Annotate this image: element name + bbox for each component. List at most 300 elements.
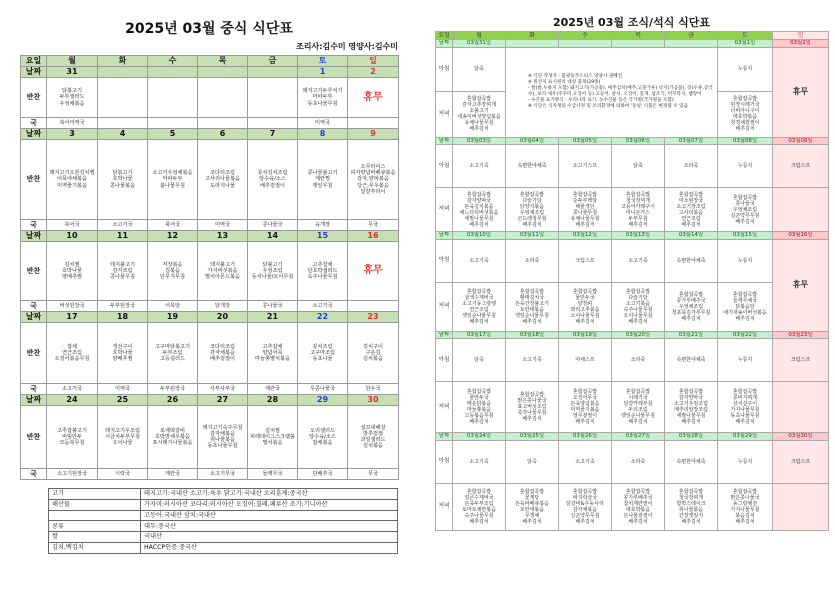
breakfast-cell: 누룽지 [718,145,773,188]
day-header: 월 [47,56,98,67]
date-cell [98,67,148,78]
date-label: 날짜 [436,137,453,144]
cook-names: 조리사:김수미 영양사:김수미 [296,42,398,51]
banchan-label: 반찬 [21,242,47,301]
soup-cell: 들깨무국 [248,469,298,480]
soup-label: 국 [21,220,47,231]
banchan-row [21,406,399,469]
date-cell: 03월31일 [453,40,506,47]
dinner-label: 저녁 [436,188,453,232]
soup-cell: 콩나물국 [248,220,298,231]
day-header: 화 [98,56,148,67]
soup-row [21,469,399,480]
date-cell: 03월09일 [773,137,829,144]
breakfast-dinner-menu-title: 2025년 03월 조식/석식 식단표 [552,16,711,29]
banchan-cell: 꽁치조림 고구마조림 동초나물 [298,323,348,384]
dinner-row [436,188,829,232]
origin-item: 콩류 [49,521,141,532]
date-cell: 03월20일 [612,331,665,338]
soup-cell [348,301,399,312]
banchan-cell: 콩나물불고기 계란찜 깻잎무침 [298,140,348,220]
date-cell: 03월10일 [453,232,506,239]
soup-row [21,301,399,312]
origin-item: 해산물 [49,499,141,510]
holiday-label: 휴무 [773,239,829,331]
date-cell: 22 [298,312,348,323]
day-header: 수 [559,32,612,40]
soup-cell: 두부된장국 [148,384,198,395]
day-header: 일 [773,32,829,40]
dinner-cell: 혼합잡곡밥 감자양파국 소고기우엉조림 메추리알장조림 세발나물무침 배추김치 [665,382,718,433]
banchan-row [21,140,399,220]
banchan-cell: 돼지고기숙주무침 감자채볶음 취나물볶음 동초나물무침 [198,406,248,469]
soup-cell [198,118,248,129]
date-cell: 17 [47,312,98,323]
banchan-cell: 김치찜 호박나물 양배추찜 [47,242,98,301]
date-cell: 03월21일 [665,331,718,338]
origin-row [49,499,398,510]
date-cell: 10 [47,231,98,242]
date-cell: 03월12일 [559,232,612,239]
dinner-cell: 혼합잡곡밥 다슬기탕 닭양지볶음 우엉채조림 곤드레청무침 배추김치 [506,188,559,232]
origin-value: 가자미:러시아산 코다리:러시아산 오징어:칠레,페루산 조기:기니아산 [141,499,398,510]
date-cell: 31 [47,67,98,78]
banchan-cell: 꽁치김치조림 탕수육/소스 배추겉절이 [248,140,298,220]
day-header: 금 [665,32,718,40]
dinner-cell: 혼합잡곡밥 감자양파국 돈육김치볶음 애느타리버섯볶음 세발나물무침 배추김치 [453,188,506,232]
banchan-cell: 돼지고기오븐김치찜 어묵야채볶음 미역줄기볶음 [47,140,98,220]
date-row [21,395,399,406]
date-cell: 03월25일 [506,433,559,440]
soup-cell: 무콩나물국 [298,384,348,395]
dinner-cell: 혼합잡곡밥 다슬기탕 소고기볶음 숙주나물무침 오이나물무침 배추김치 [612,282,665,331]
soup-cell: 북어미역국 [47,118,98,129]
banchan-cell: 돼지고기우조림 시금치두부무침 오이나물 [98,406,148,469]
date-cell: 11 [98,231,148,242]
breakfast-cell: 크림스프 [773,339,829,382]
banchan-cell: 김치찜 피레데이그스크램블 멸치볶음 [248,406,298,469]
soup-cell: 소고기국 [98,220,148,231]
breakfast-row [436,145,829,188]
soup-label: 국 [21,469,47,480]
date-cell: 29 [298,395,348,406]
breakfast-label: 아침 [436,339,453,382]
date-cell: 03월06일 [612,137,665,144]
soup-label: 국 [21,301,47,312]
dinner-cell [773,483,829,530]
banchan-cell [148,78,198,118]
date-cell: 03월28일 [665,433,718,440]
soup-cell: 미역국 [98,384,148,395]
breakfast-cell: 누룽지 [718,239,773,282]
banchan-cell: 닭불고기 우엉조림 동치나물/오이무침 [248,242,298,301]
date-cell: 03월16일 [773,232,829,239]
dinner-cell: 혼합잡곡밥 삼색수제비국 소고기동그랑땡 연근조림 깻잎순나물무침 배추김치 [453,282,506,331]
breakfast-cell: 닭죽 [453,47,506,91]
breakfast-cell: 크림스프 [773,440,829,483]
dinner-cell: 혼합잡곡밥 들깨무채국 닭볶음탕 애기새송이버섯볶음 배추김치 [718,282,773,331]
lunch-menu-title: 2025년 03월 중식 식단표 [125,21,293,37]
date-cell: 21 [248,312,298,323]
breakfast-cell: 소고기죽 [506,339,559,382]
dinner-cell: 혼합잡곡밥 미소된장국 소고기장조림 고사리볶음 연근조림 배추김치 [665,188,718,232]
banchan-cell [248,78,298,118]
breakfast-label: 아침 [436,145,453,188]
date-cell: 14 [248,231,298,242]
soup-cell: 소고기된장국 [47,469,98,480]
soup-row [21,220,399,231]
date-cell: 13 [198,231,248,242]
date-cell: 16 [348,231,399,242]
banchan-row [21,78,399,118]
banchan-label: 반찬 [21,140,47,220]
date-label: 날짜 [21,395,47,406]
day-header: 월 [453,32,506,40]
origin-row [49,521,398,532]
soup-row [21,118,399,129]
breakfast-cell: 소라죽 [612,339,665,382]
date-row [21,312,399,323]
soup-cell: 무국 [348,469,399,480]
soup-cell: 소고기국 [298,301,348,312]
banchan-cell: 설꼬대해살 방추겉절 과일샐러드 김치볶음 [348,406,399,469]
menu-notes: ※ 식단 작성자 : 불광동푸드피스 영양사 권혜진 ※ 원산지 표시원칙 대상 품목(29종) - 쌀(쌀,누룽지 포함) 돼지고기(가공품), 배추김치(배추,고춧가루) 낙지(가공품), 콩(두류,콩국수), 보리 새우(주꾸미,오징어 등) 고등어, 갈치, 오징어, 꽃게, 참조기, 미꾸라지, 뱀장어 - 수산물 표기방식 : 우리나라 표기, 농수산물 등은 국가명(국가명을 포함) ※ 식단은 식자재의 수급사정 및 조리환경에 의하여 '동일' 식품은 변경될 수 있음 [506,47,718,137]
date-cell [559,40,612,47]
soup-cell: 어묵탕 [148,301,198,312]
date-cell: 24 [47,395,98,406]
soup-cell: 무국 [348,220,399,231]
dinner-row [436,483,829,530]
dinner-cell: 혼합잡곡밥 콩가루배추국 참치계란말이 애호박볶음 돈나물겉절이 배추김치 [612,483,665,530]
date-cell [198,67,248,78]
date-cell: 03월03일 [453,137,506,144]
dinner-cell: 혼합잡곡밥 물만두국 양장피 꽈리고추볶음 오이나물무침 배추김치 [559,282,612,331]
dinner-cell: 혼합잡곡밥 콩나물국 우엉채조림 실곤약무무침 배추김치 [718,188,773,232]
breakfast-row [436,440,829,483]
date-cell [148,67,198,78]
banchan-label: 반찬 [21,78,47,118]
dinner-row [436,382,829,433]
banchan-cell [198,78,248,118]
day-header: 일 [348,56,399,67]
date-cell: 03월15일 [718,232,773,239]
date-cell: 03월17일 [453,331,506,338]
date-cell [612,40,665,47]
breakfast-cell: 속편한야채죽 [665,339,718,382]
day-header: 수 [148,56,198,67]
date-row [21,129,399,140]
date-cell: 7 [248,129,298,140]
date-cell [248,67,298,78]
breakfast-row [436,239,829,282]
breakfast-cell: 크림스프 [559,239,612,282]
holiday-label: 휴무 [773,47,829,137]
soup-cell: 한우국 [348,384,399,395]
banchan-cell: 돼지불고기 감자조림 콩나물무침 [98,242,148,301]
day-header: 토 [718,32,773,40]
breakfast-cell: 소고기죽 [453,145,506,188]
banchan-cell: 돼지고기두루치기 마파두부 동초나물무침 [298,78,348,118]
soup-cell [98,118,148,129]
date-row [436,232,829,239]
dinner-cell [773,382,829,433]
date-cell [506,40,559,47]
date-label: 날짜 [436,232,453,239]
breakfast-cell: 소라죽 [506,239,559,282]
soup-cell [348,118,399,129]
date-cell: 20 [198,312,248,323]
origin-value: 국내산 [141,532,398,543]
date-cell: 03월05일 [559,137,612,144]
soup-cell: 사부사부국 [198,384,248,395]
date-row [21,67,399,78]
breakfast-cell: 소고기스프 [559,145,612,188]
date-label: 날짜 [436,433,453,440]
date-cell: 03월26일 [559,433,612,440]
breakfast-cell: 닭죽 [453,339,506,382]
breakfast-cell: 닭죽 [612,145,665,188]
dinner-cell: 혼합잡곡밥 콩비지찌개 삼치살구이 가지나물무침 동초나물무침 배추김치 [718,382,773,433]
lunch-menu-table [20,55,399,480]
soup-cell: 북어국 [148,220,198,231]
banchan-cell: 코다리조림 감자채볶음 배추겉절이 [198,323,248,384]
banchan-cell: 오무라이스 피자양념바베큐볶음 감자,양파볶음 당근,무우볶음 달걀후라이 [348,140,399,220]
breakfast-label: 아침 [436,47,453,91]
origin-table [48,488,398,554]
date-cell: 12 [148,231,198,242]
date-cell: 9 [348,129,399,140]
soup-cell: 미역국 [298,118,348,129]
breakfast-cell: 속편한야채죽 [665,440,718,483]
date-cell: 03월11일 [506,232,559,239]
dinner-cell: 혼합잡곡밥 바지락살국 닭갈비&우동사리 감자채볶음 실곤약무무침 배추김치 [559,483,612,530]
banchan-row [21,323,399,384]
soup-cell: 두부된장국 [98,301,148,312]
breakfast-cell: 야채스프 [559,339,612,382]
dinner-cell: 혼합잡곡밥 황태김치국 돈육간장불고기 토란대볶음 깻잎순나물무침 배추김치 [506,282,559,331]
soup-cell: 육개장 [298,220,348,231]
banchan-cell: 오리샐러드 탕수육/소스 잡채볶음 [298,406,348,469]
banchan-cell: 고추잡채 단호박샐러드 숙주나물무침 [298,242,348,301]
origin-value: 대두:중국산 [141,521,398,532]
soup-cell: 단배추국 [298,469,348,480]
soup-cell [248,118,298,129]
date-cell: 03월2일 [773,40,829,47]
day-header: 화 [506,32,559,40]
banchan-cell: 코다리조림 고사리나물볶음 도라지나물 [198,140,248,220]
holiday-label: 휴무 [348,242,399,301]
dinner-cell: 혼합잡곡밥 된장시래기국 너비아니구이 애호박볶음 청경채겉절이 배추김치 [718,91,773,137]
origin-row [49,532,398,543]
breakfast-cell: 누룽지 [718,339,773,382]
dinner-label: 저녁 [436,483,453,530]
breakfast-cell: 누룽지 [718,440,773,483]
dinner-cell: 혼합잡곡밥 감자고추장찌개 소불고기 새송이버섯양념볶음 유채나물무침 배추김치 [453,91,506,137]
soup-label: 국 [21,384,47,395]
date-label: 날짜 [21,231,47,242]
breakfast-label: 아침 [436,239,453,282]
breakfast-cell: 누룽지 [718,47,773,91]
date-cell: 27 [198,395,248,406]
dinner-cell: 혼합잡곡밥 꽃게탕 돈육바베큐볶음 토란대볶음 무생채 배추김치 [506,483,559,530]
banchan-cell: 고추잡불고기 비빔만두 모듬북무침 [47,406,98,469]
dinner-cell [773,188,829,232]
dinner-cell: 혼합잡곡밥 오징어무국 돈육양념볶음 미역줄기볶음 열무겉절이 배추김치 [559,382,612,433]
date-cell: 03월19일 [559,331,612,338]
soup-cell: 미역국 [198,220,248,231]
date-row [436,433,829,440]
breakfast-label: 아침 [436,440,453,483]
banchan-cell: 저장볶음 김볶음 단무지무침 [148,242,198,301]
date-cell: 03월07일 [665,137,718,144]
date-row [436,40,829,47]
soup-row [21,384,399,395]
dinner-cell: 혼합잡곡밥 순두부백탕 해물경단 콩나물무침 유채나물무침 배추김치 [559,188,612,232]
date-cell: 25 [98,395,148,406]
banchan-cell: 소고기우엉채볶음 마파두부 봄나물무침 [148,140,198,220]
soup-cell: 소고기국 [47,384,98,395]
banchan-label: 반찬 [21,323,47,384]
date-cell: 03월13일 [612,232,665,239]
day-header: 목 [198,56,248,67]
day-header: 요일 [436,32,453,40]
breakfast-cell: 소고기죽 [453,239,506,282]
breakfast-row [436,339,829,382]
banchan-cell: 로제떡갈비 호박방채우볶음 포시래기나물볶음 [148,406,198,469]
soup-label: 국 [21,118,47,129]
dinner-cell: 혼합잡곡밥 맑은콩나물국 표고버섯조림 쑥갓나물무침 배추김치 [506,382,559,433]
soup-cell: 소고기무국 [198,469,248,480]
date-row [436,137,829,144]
date-cell: 03월30일 [773,433,829,440]
origin-item: 고기 [49,489,141,500]
date-cell: 18 [98,312,148,323]
breakfast-cell: 소고기죽 [453,440,506,483]
banchan-label: 반찬 [21,406,47,469]
day-header: 금 [248,56,298,67]
day-header: 요일 [21,56,47,67]
breakfast-cell: 닭죽 [506,440,559,483]
date-cell: 4 [98,129,148,140]
banchan-cell: 고추잡채 양념어묵 마늘쫑멸치볶음 [248,323,298,384]
header-row [21,56,399,67]
date-cell [665,40,718,47]
day-header: 목 [612,32,665,40]
date-cell: 28 [248,395,298,406]
banchan-cell: 잡채 연근조림 오징어볶음무침 [47,323,98,384]
banchan-cell: 닭볶고기 호박나물 콩나물볶음 [98,140,148,220]
origin-value: 돼지고기:국내산 소고기:육우 닭고기:국내산 오리훈제:중국산 [141,489,398,500]
dinner-row [436,282,829,331]
date-row [21,231,399,242]
soup-cell: 계란국 [148,469,198,480]
header-row [436,32,829,40]
origin-row [49,489,398,500]
dinner-cell: 혼합잡곡밥 얼큰수제비국 돈육두부조림 토마토계란볶음 숙주나물무침 배추김치 [453,483,506,530]
dinner-cell: 혼합잡곡밥 물만두국 매운닭볶음 마늘쫑볶음 고등볶음무침 배추김치 [453,382,506,433]
date-label: 날짜 [21,312,47,323]
breakfast-cell: 소고기죽 [612,239,665,282]
date-cell: 30 [348,395,399,406]
dinner-label: 저녁 [436,382,453,433]
soup-cell: 시락국 [98,469,148,480]
day-header: 토 [298,56,348,67]
origin-row [49,542,398,553]
origin-item: 김치,백김치 [49,542,141,553]
origin-row [49,510,398,521]
origin-value: 고등어:국내산 삼치:국내산 [141,510,398,521]
breakfast-cell: 소고기죽 [559,440,612,483]
holiday-label: 휴무 [348,78,399,118]
date-cell: 1 [298,67,348,78]
breakfast-cell: 소라죽 [612,440,665,483]
date-cell: 03월22일 [718,331,773,338]
breakfast-cell: 속편한야채죽 [506,145,559,188]
banchan-cell [98,78,148,118]
origin-value: HACCP인증 중국산 [141,542,398,553]
dinner-cell: 혼합잡곡밥 청국장찌개 고등어카레구이 미니돈가스 두부무침 배추김치 [612,188,665,232]
dinner-label: 저녁 [436,282,453,331]
date-cell: 26 [148,395,198,406]
date-cell: 03월27일 [612,433,665,440]
breakfast-dinner-menu-table [435,31,829,531]
banchan-cell: 김치구이 구운김 김치볶음 [348,323,399,384]
date-cell: 23 [348,312,399,323]
dinner-cell: 혼합잡곡밥 시래기국 달걀카레부침 두리조림 깻잎순나물무침 배추김치 [612,382,665,433]
dinner-label: 저녁 [436,91,453,137]
date-label: 날짜 [21,67,47,78]
date-cell: 03월18일 [506,331,559,338]
breakfast-row [436,47,829,91]
date-cell: 03월1일 [718,40,773,47]
date-cell: 03월29일 [718,433,773,440]
date-cell: 6 [198,129,248,140]
breakfast-cell: 크림스프 [773,145,829,188]
banchan-cell: 돼지불고기 가지버섯볶음 멸치아몬드볶음 [198,242,248,301]
date-cell: 03월04일 [506,137,559,144]
date-cell: 2 [348,67,399,78]
date-cell: 03월14일 [665,232,718,239]
origin-item: 쌀 [49,532,141,543]
soup-cell: 콩나물국 [248,301,298,312]
soup-cell [148,118,198,129]
date-cell: 19 [148,312,198,323]
date-row [436,331,829,338]
banchan-cell: 닭볶고기 두부샐러드 우엉채볶음 [47,78,98,118]
breakfast-cell: 소라죽 [665,145,718,188]
banchan-cell: 고구마닭볶고기 두부조림 고등설러드 [148,323,198,384]
date-cell: 3 [47,129,98,140]
banchan-row [21,242,399,301]
origin-item [49,510,141,521]
soup-cell: 계란국 [248,384,298,395]
date-cell: 8 [298,129,348,140]
date-label: 날짜 [436,40,453,47]
soup-cell: 북어국 [47,220,98,231]
dinner-cell: 혼합잡곡밥 콩가루배추국 우엉채조림 청포묵김가루무침 배추김치 [665,282,718,331]
soup-cell: 버섯된장국 [47,301,98,312]
date-cell: 15 [298,231,348,242]
date-cell: 03월23일 [773,331,829,338]
soup-cell: 닭개장 [198,301,248,312]
breakfast-cell: 속편한야채죽 [665,239,718,282]
dinner-cell: 혼합잡곡밥 청국장찌개 함박스테이크 취나물볶음 간장깻잎지 배추김치 [665,483,718,530]
date-cell: 5 [148,129,198,140]
banchan-cell: 생선구이 호박나물 양배추찜 [98,323,148,384]
date-cell: 03월08일 [718,137,773,144]
dinner-cell: 혼합잡곡밥 맑은콩나물국 동그랑땡전 가지나물무침 볶음김치 배추김치 [718,483,773,530]
date-label: 날짜 [21,129,47,140]
